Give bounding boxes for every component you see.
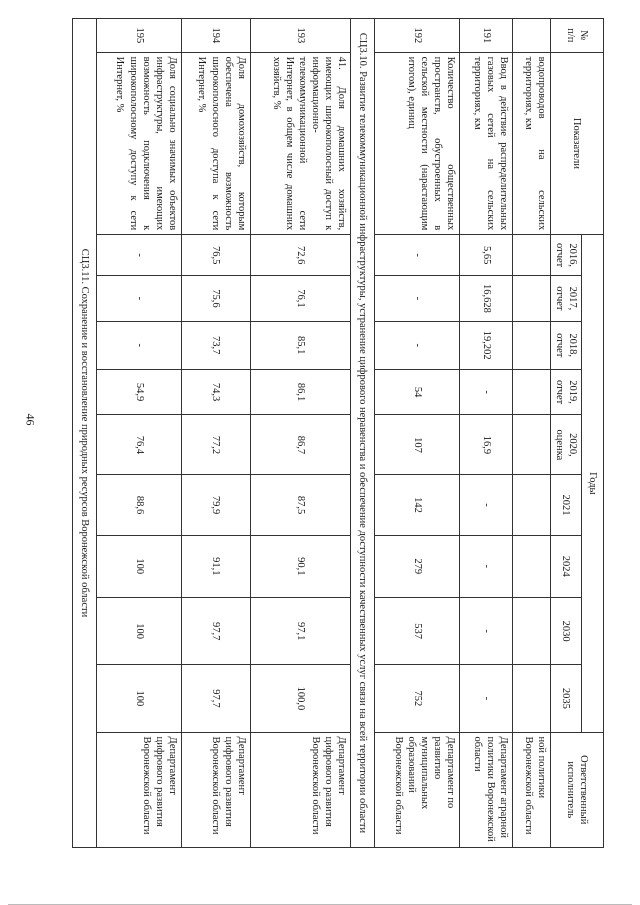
value-cell: 100: [97, 598, 182, 665]
responsible-text: Департамент по развитию муниципальных образований Воронежской области: [375, 732, 460, 847]
value-cell: 76,1: [250, 276, 350, 322]
header-year: 2024: [550, 535, 581, 597]
value-cell: [513, 535, 550, 597]
responsible-text: Департамент цифрового развития Воронежской области: [97, 732, 182, 847]
value-cell: 77,2: [181, 415, 250, 475]
table-row: [460, 19, 513, 848]
value-cell: -: [375, 321, 460, 369]
value-cell: 107: [375, 415, 460, 475]
indicator-text: Доля домохозяйств, которым обеспечена возможность широкополосного доступа к сети Интернет, %: [181, 52, 250, 235]
indicator-text: Доля социально значимых объектов инфраструктуры, имеющих возможность подключения к широкополосному доступу к сети Интернет, %: [97, 52, 182, 235]
value-cell: 97,7: [181, 665, 250, 732]
value-cell: -: [460, 535, 513, 597]
header-year: 2018, отчет: [550, 321, 581, 369]
value-cell: 54,9: [97, 369, 182, 415]
value-cell: 86,1: [250, 369, 350, 415]
value-cell: 100: [97, 665, 182, 732]
value-cell: [513, 415, 550, 475]
value-cell: -: [375, 276, 460, 322]
value-cell: [513, 598, 550, 665]
value-cell: 73,7: [181, 321, 250, 369]
section-row: [351, 19, 375, 848]
row-number: 192: [375, 19, 460, 53]
indicators-table: [72, 18, 604, 848]
value-cell: [513, 276, 550, 322]
indicator-text: 41. Доля домашних хозяйств, имеющих широкополосный доступ к информационно-телекоммуникационной сети Интернет, в общем числе домашних хозяйств, %: [250, 52, 350, 235]
value-cell: 16,9: [460, 415, 513, 475]
section-row: [73, 19, 97, 848]
responsible-text: ной политики Воронежской области: [513, 732, 550, 847]
value-cell: 142: [375, 475, 460, 535]
section-heading: СЦ3.11. Сохранение и восстановление природных ресурсов Воронежской области: [73, 19, 97, 848]
section-heading: СЦ3.10. Развитие телекоммуникационной инфраструктуры, устранение цифрового неравенства и обеспечение доступности качественных услуг связи на всей территории области: [351, 19, 375, 848]
value-cell: 88,6: [97, 475, 182, 535]
value-cell: 16,628: [460, 276, 513, 322]
value-cell: -: [97, 235, 182, 276]
value-cell: 19,202: [460, 321, 513, 369]
value-cell: 85,1: [250, 321, 350, 369]
value-cell: -: [375, 235, 460, 276]
value-cell: [513, 475, 550, 535]
indicator-text: водопроводов на сельских территориях, км: [513, 52, 550, 235]
value-cell: 75,6: [181, 276, 250, 322]
table-row: [375, 19, 460, 848]
value-cell: 74,3: [181, 369, 250, 415]
value-cell: 76,5: [181, 235, 250, 276]
value-cell: [513, 235, 550, 276]
value-cell: [513, 321, 550, 369]
value-cell: -: [460, 369, 513, 415]
header-no: № п/п: [550, 19, 603, 53]
value-cell: 279: [375, 535, 460, 597]
table-row: [97, 19, 182, 848]
value-cell: 90,1: [250, 535, 350, 597]
value-cell: -: [97, 276, 182, 322]
indicator-text: Количество общественных пространств, обустроенных в сельской местности (нарастающим итогом), единиц: [375, 52, 460, 235]
value-cell: 86,7: [250, 415, 350, 475]
header-year: 2016, отчет: [550, 235, 581, 276]
header-year: 2030: [550, 598, 581, 665]
row-number: [513, 19, 550, 53]
value-cell: 537: [375, 598, 460, 665]
indicator-text: Ввод в действие распределительных газовых сетей на сельских территориях, км: [460, 52, 513, 235]
responsible-text: Департамент цифрового развития Воронежской области: [250, 732, 350, 847]
value-cell: 76,4: [97, 415, 182, 475]
value-cell: -: [97, 321, 182, 369]
header-responsible: Ответственный исполнитель: [550, 732, 603, 847]
document-scan: [72, 18, 604, 848]
header-year: 2020, оценка: [550, 415, 581, 475]
value-cell: 91,1: [181, 535, 250, 597]
page-number: 46: [23, 413, 38, 426]
value-cell: -: [460, 475, 513, 535]
value-cell: 100,0: [250, 665, 350, 732]
row-number: 193: [250, 19, 350, 53]
value-cell: 5,65: [460, 235, 513, 276]
value-cell: 97,7: [181, 598, 250, 665]
header-indicator: Показатели: [550, 52, 603, 235]
row-number: 191: [460, 19, 513, 53]
value-cell: [513, 665, 550, 732]
value-cell: -: [460, 598, 513, 665]
value-cell: 87,5: [250, 475, 350, 535]
header-year: 2017, отчет: [550, 276, 581, 322]
responsible-text: Департамент аграрной политики Воронежской области: [460, 732, 513, 847]
value-cell: 54: [375, 369, 460, 415]
value-cell: 79,9: [181, 475, 250, 535]
value-cell: [513, 369, 550, 415]
row-number: 195: [97, 19, 182, 53]
header-year: 2021: [550, 475, 581, 535]
rotated-table-container: [72, 18, 604, 848]
table-row: [250, 19, 350, 848]
header-year: 2019, отчет: [550, 369, 581, 415]
value-cell: 752: [375, 665, 460, 732]
value-cell: 97,1: [250, 598, 350, 665]
responsible-text: Департамент цифрового развития Воронежской области: [181, 732, 250, 847]
table-row: [181, 19, 250, 848]
row-number: 194: [181, 19, 250, 53]
value-cell: 72,6: [250, 235, 350, 276]
value-cell: -: [460, 665, 513, 732]
header-year: 2035: [550, 665, 581, 732]
table-row: [513, 19, 550, 848]
value-cell: 100: [97, 535, 182, 597]
header-years-group: Годы: [582, 235, 604, 732]
